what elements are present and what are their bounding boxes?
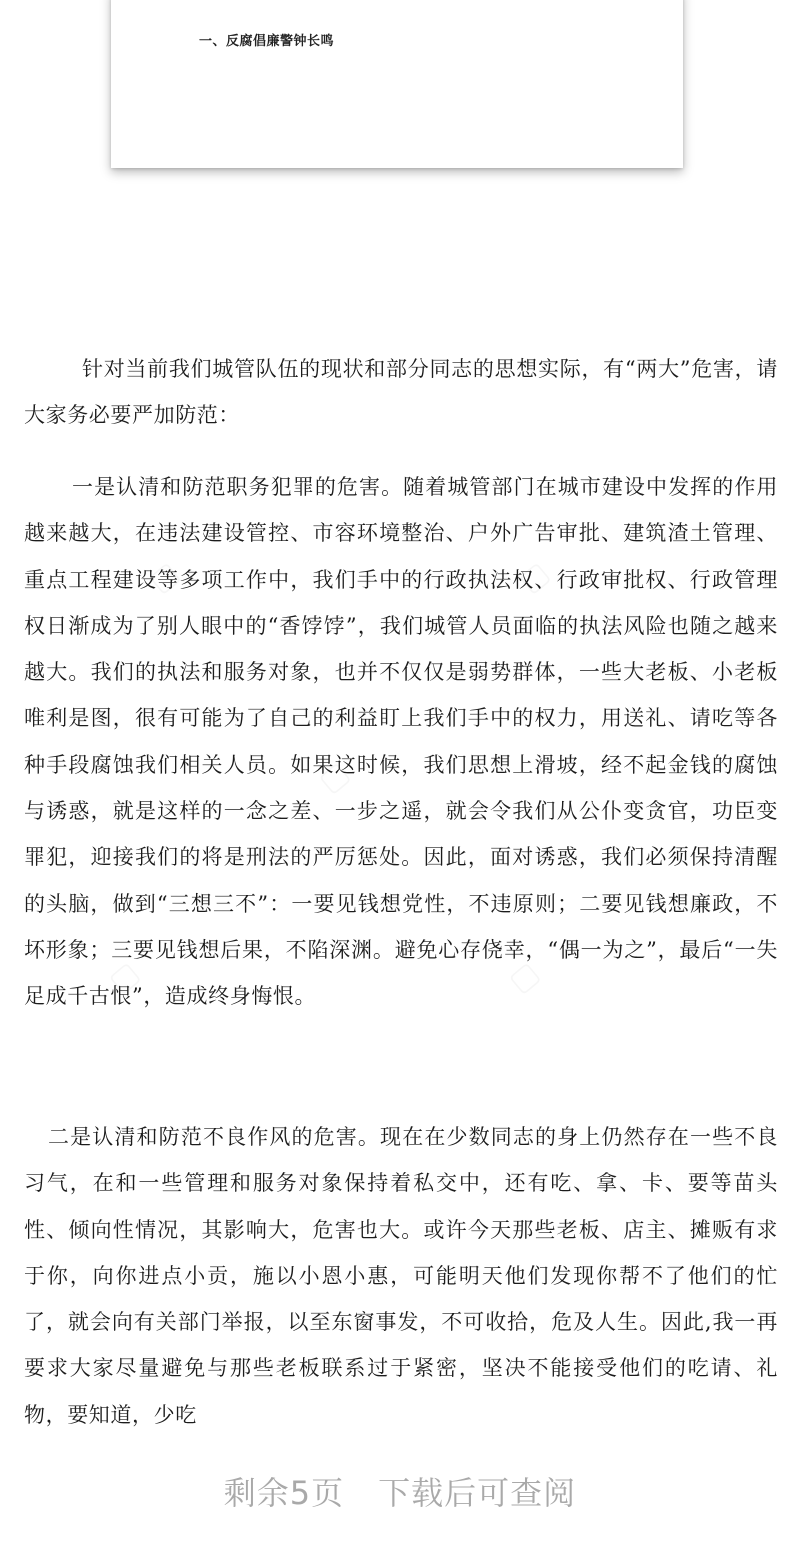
body-paragraph-intro: 针对当前我们城管队伍的现状和部分同志的思想实际，有“两大”危害，请大家务必要严加防范：	[24, 357, 778, 427]
table-of-contents-card	[111, 0, 683, 168]
body-paragraph-second-hazard: 二是认清和防范不良作风的危害。现在在少数同志的身上仍然存在一些不良习气，在和一些管理和服务对象保持着私交中，还有吃、拿、卡、要等苗头性、倾向性情况，其影响大，危害也大。或许今天那些老板、店主、摊贩有求于你，向你进点小贡，施以小恩小惠，可能明天他们发现你帮不了他们的忙了，就会向有关部门举报，以至东窗事发，不可收拾，危及人生。因此,我一再要求大家尽量避免与那些老板联系过于紧密，坚决不能接受他们的吃请、礼物，要知道，少吃	[24, 1125, 778, 1427]
remaining-pages-label: 剩余5页	[223, 1474, 345, 1512]
download-prompt[interactable]	[0, 1468, 800, 1514]
toc-item[interactable]: 一、反腐倡廉警钟长鸣	[199, 34, 335, 49]
download-to-view-label: 下载后可查阅	[378, 1474, 577, 1512]
body-paragraph-first-hazard: 一是认清和防范职务犯罪的危害。随着城管部门在城市建设中发挥的作用越来越大，在违法建设管控、市容环境整治、户外广告审批、建筑渣土管理、重点工程建设等多项工作中，我们手中的行政执法权、行政审批权、行政管理权日渐成为了别人眼中的“香饽饽”，我们城管人员面临的执法风险也随之越来越大。我们的执法和服务对象，也并不仅仅是弱势群体，一些大老板、小老板唯利是图，很有可能为了自己的利益盯上我们手中的权力，用送礼、请吃等各种手段腐蚀我们相关人员。如果这时候，我们思想上滑坡，经不起金钱的腐蚀与诱惑，就是这样的一念之差、一步之遥，就会令我们从公仆变贪官，功臣变罪犯，迎接我们的将是刑法的严厉惩处。因此，面对诱惑，我们必须保持清醒的头脑，做到“三想三不”：一要见钱想党性，不违原则；二要见钱想廉政，不坏形象；三要见钱想后果，不陷深渊。避免心存侥幸，“偶一为之”，最后“一失足成千古恨”，造成终身悔恨。	[24, 475, 778, 1009]
